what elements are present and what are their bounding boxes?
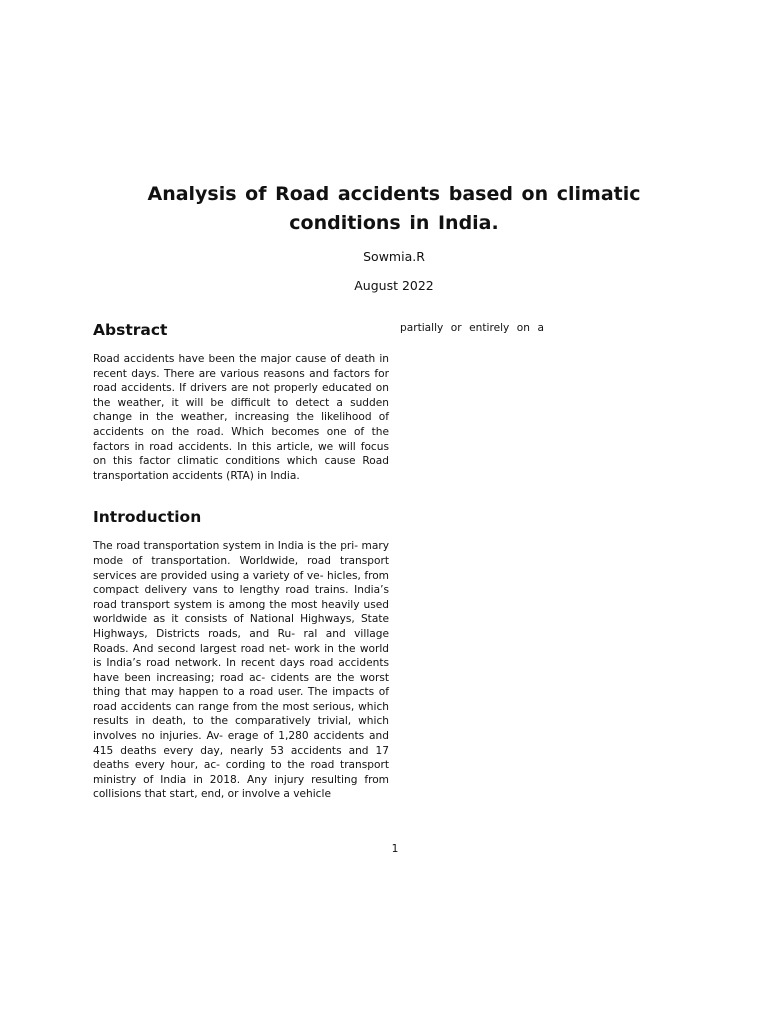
- right-column: [400, 321, 544, 336]
- page-number: 1: [391, 843, 399, 855]
- abstract-body: Road accidents have been the major cause of death in recent days. There are various reasons and factors for road accidents. If drivers are not properly educated on the weather, it will be difficult to detect a sudden change in the weather, increasing the likelihood of accidents on the road. Which becomes one of the factors in road accidents. In this article, we will focus on this factor climatic conditions which cause Road transportation accidents (RTA) in India.: [93, 353, 389, 482]
- author-name: Sowmia.R: [363, 249, 425, 264]
- right-column-text: partially or entirely on a: [400, 322, 544, 334]
- abstract-heading: Abstract: [93, 321, 168, 339]
- publication-date: August 2022: [354, 278, 434, 293]
- left-column: [93, 318, 389, 802]
- introduction-body: The road transportation system in India is the pri- mary mode of transportation. Worldwide, road transport services are provided using a variety of ve- hicles, from compact delivery vans to lengthy road trains. India’s road transport system is among the most heavily used worldwide as it consists of National Highways, State Highways, Districts roads, and Ru- ral and village Roads. And second largest road net- work in the world is India’s road network. In recent days road accidents have been increasing; road ac- cidents are the worst thing that may happen to a road user. The impacts of road accidents can range from the most serious, which results in death, to the comparatively trivial, which involves no injuries. Av- erage of 1,280 accidents and 415 deaths every day, nearly 53 accidents and 17 deaths every hour, ac- cording to the road transport ministry of India in 2018. Any injury resulting from collisions that start, end, or involve a vehicle: [93, 540, 389, 801]
- paper-title: Analysis of Road accidents based on climatic conditions in India.: [147, 183, 641, 234]
- introduction-heading: Introduction: [93, 508, 202, 527]
